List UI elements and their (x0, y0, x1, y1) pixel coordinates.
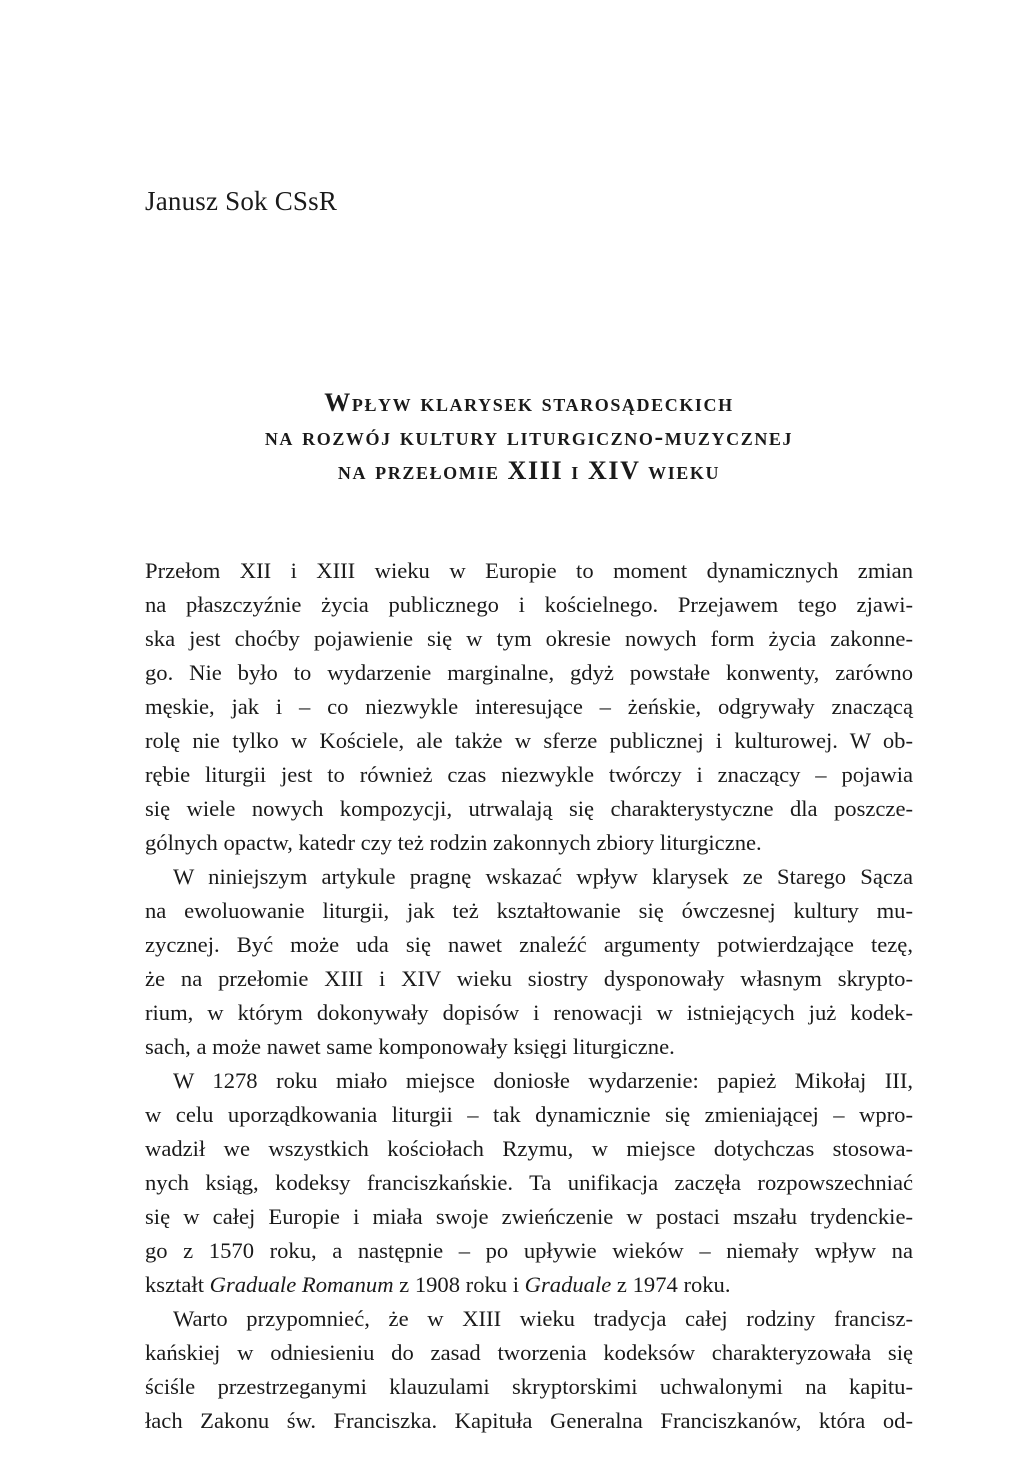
document-page (145, 0, 913, 1482)
text-line: W 1278 roku miało miejsce doniosłe wydarzenie: papież Mikołaj III, (173, 1068, 913, 1093)
text-line: łach Zakonu św. Franciszka. Kapituła Generalna Franciszkanów, która od- (145, 1408, 913, 1433)
text-line: gólnych opactw, katedr czy też rodzin zakonnych zbiory liturgiczne. (145, 830, 762, 855)
text-line: go. Nie było to wydarzenie marginalne, gdyż powstałe konwenty, zarówno (145, 660, 913, 685)
text-fragment: z 1974 roku. (611, 1272, 731, 1297)
text-line: nych ksiąg, kodeksy franciszkańskie. Ta unifikacja zaczęła rozpowszechniać (145, 1170, 913, 1195)
paragraph-2 (145, 860, 913, 1064)
text-line: rębie liturgii jest to również czas niezwykle twórczy i znaczący – pojawia (145, 762, 913, 787)
text-line: na ewoluowanie liturgii, jak też kształtowanie się ówczesnej kultury mu- (145, 898, 913, 923)
paragraph-3 (145, 1064, 913, 1302)
text-line: wadził we wszystkich kościołach Rzymu, w miejsce dotychczas stosowa- (145, 1136, 913, 1161)
text-line (145, 1268, 913, 1302)
text-fragment: kształt (145, 1272, 210, 1297)
text-line: rolę nie tylko w Kościele, ale także w sferze publicznej i kulturowej. W ob- (145, 728, 913, 753)
paragraph-4 (145, 1302, 913, 1438)
text-line: się w całej Europie i miała swoje zwieńczenie w postaci mszału trydenckie- (145, 1204, 913, 1229)
text-line: Warto przypomnieć, że w XIII wieku tradycja całej rodziny francisz- (173, 1306, 913, 1331)
text-line: Przełom XII i XIII wieku w Europie to moment dynamicznych zmian (145, 558, 913, 583)
title-line-1: Wpływ klarysek starosądeckich (324, 388, 734, 417)
text-line: go z 1570 roku, a następnie – po upływie wieków – niemały wpływ na (145, 1238, 913, 1263)
title-line-3: na przełomie XIII i XIV wieku (337, 456, 721, 485)
text-line: męskie, jak i – co niezwykle interesujące – żeńskie, odgrywały znaczącą (145, 694, 913, 719)
text-line: ściśle przestrzeganymi klauzulami skryptorskimi uchwalonymi na kapitu- (145, 1374, 913, 1399)
text-line: na płaszczyźnie życia publicznego i kościelnego. Przejawem tego zjawi- (145, 592, 913, 617)
text-fragment: z 1908 roku i (393, 1272, 525, 1297)
text-line: w celu uporządkowania liturgii – tak dynamicznie się zmieniającej – wpro- (145, 1102, 913, 1127)
italic-title-graduale-romanum: Graduale Romanum (209, 1272, 394, 1297)
text-line: że na przełomie XIII i XIV wieku siostry dysponowały własnym skrypto- (145, 966, 913, 991)
text-line: zycznej. Być może uda się nawet znaleźć argumenty potwierdzające tezę, (145, 932, 913, 957)
text-line: się wiele nowych kompozycji, utrwalają się charakterystyczne dla poszcze- (145, 796, 913, 821)
text-line: ska jest choćby pojawienie się w tym okresie nowych form życia zakonne- (145, 626, 913, 651)
text-line: W niniejszym artykule pragnę wskazać wpływ klarysek ze Starego Sącza (173, 864, 913, 889)
text-line: sach, a może nawet same komponowały księgi liturgiczne. (145, 1034, 675, 1059)
author-name: Janusz Sok CSsR (145, 186, 338, 216)
italic-title-graduale: Graduale (524, 1272, 612, 1297)
title-line-2: na rozwój kultury liturgiczno-muzycznej (264, 422, 794, 451)
text-line: kańskiej w odniesieniu do zasad tworzenia kodeksów charakteryzowała się (145, 1340, 913, 1365)
article-body (145, 554, 913, 1438)
paragraph-1 (145, 554, 913, 860)
text-line: rium, w którym dokonywały dopisów i renowacji w istniejących już kodek- (145, 1000, 913, 1025)
article-title (145, 386, 913, 488)
